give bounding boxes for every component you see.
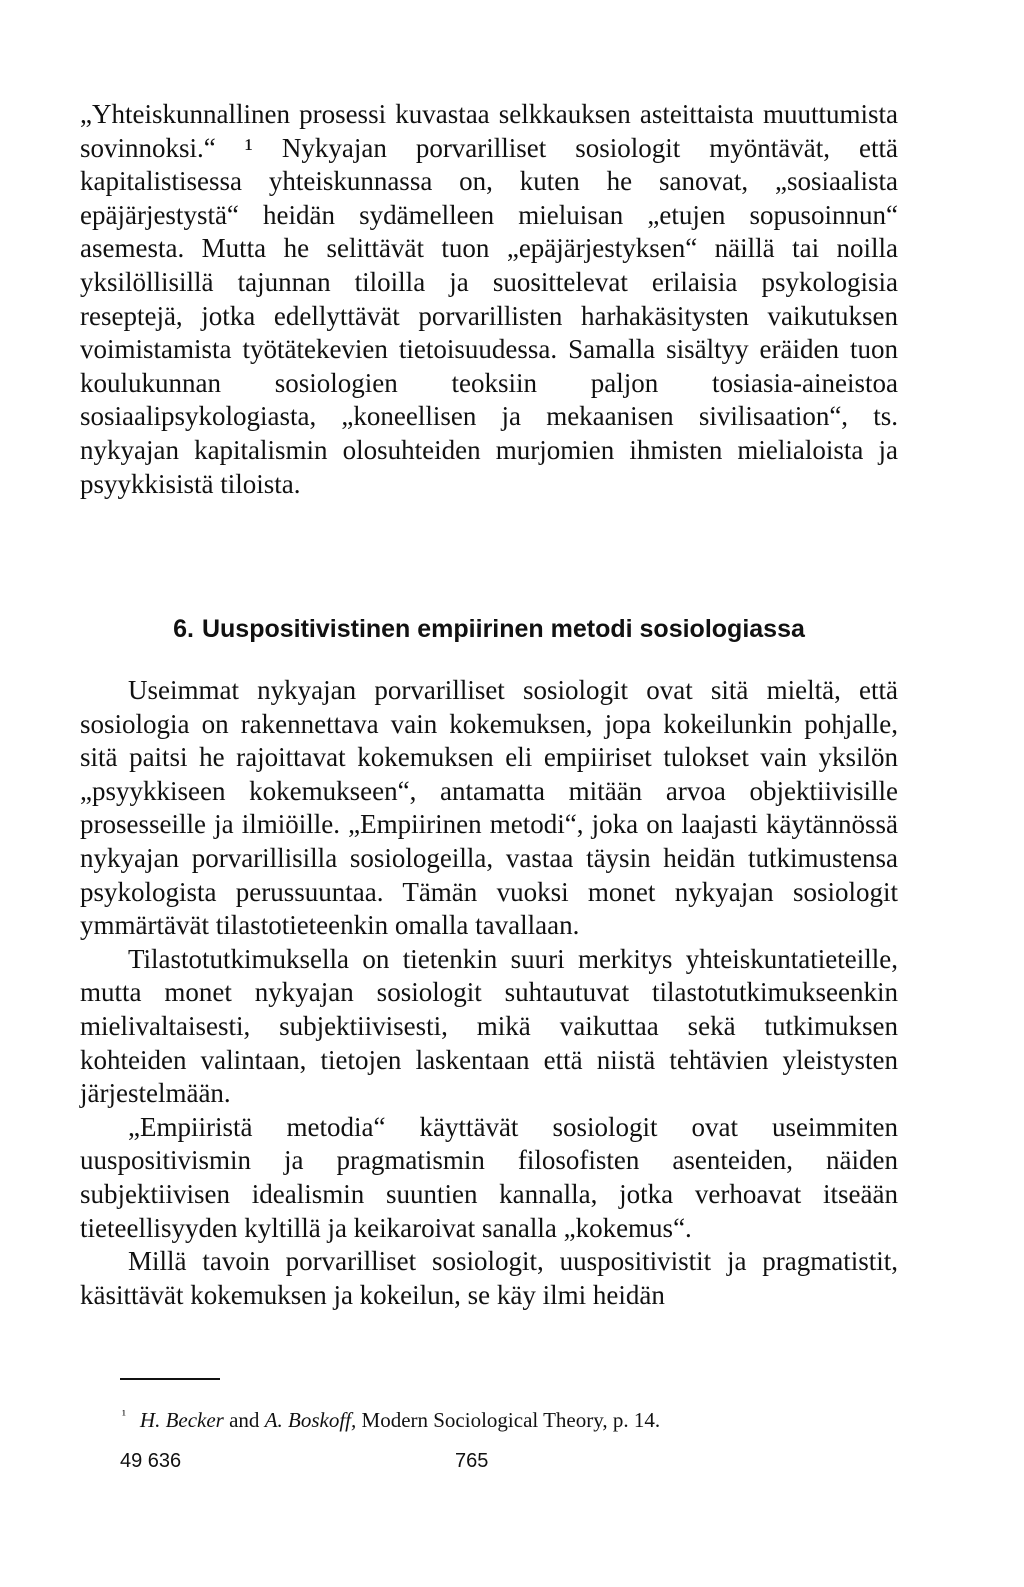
intro-paragraph-block [80, 98, 898, 501]
body-paragraph: Tilastotutkimuksella on tietenkin suuri merkitys yhteiskuntatieteille, mutta monet nykyajan sosiologit suhtautuvat tilastotutkimukseenkin mielivaltaisesti, subjektiivisesti, mikä vaikuttaa sekä tutkimuksen kohteiden valintaan, tietojen laskentaan että niistä tehtävien yleistysten järjestelmään. [80, 943, 898, 1109]
intro-paragraph: „Yhteiskunnallinen prosessi kuvastaa selkkauksen asteittaista muuttumista sovinnoksi.“ ¹ Nykyajan porvarilliset sosiologit myöntävät, että kapitalistisessa yhteiskunnassa on, kuten he sanovat, „sosiaalista epäjärjestystä“ heidän sydämelleen mieluisan „etujen sopusoinnun“ asemesta. Mutta he selittävät tuon „epäjärjestyksen“ näillä tai noilla yksilöllisillä tajunnan tiloilla ja suosittelevat erilaisia psykologisia reseptejä, jotka edellyttävät porvarillisten harhakäsitysten vaikutuksen voimistamista työtätekevien tietoisuudessa. Samalla sisältyy eräiden tuon koulukunnan sosiologien teoksiin paljon tosiasia-aineistoa sosiaalipsykologiasta, „koneellisen ja mekaanisen sivilisaation“, ts. nykyajan kapitalismin olosuhteiden murjomien ihmisten mielialoista ja psyykkisistä tiloista. [80, 99, 898, 499]
footnote-citation: Modern Sociological Theory, p. 14. [361, 1408, 661, 1432]
footnote-mark: ¹ [122, 1407, 126, 1422]
body-paragraph: Millä tavoin porvarilliset sosiologit, uuspositivistit ja pragmatistit, käsittävät kokemuksen ja kokeilun, se käy ilmi heidän [80, 1246, 898, 1310]
page-number: 765 [455, 1450, 489, 1472]
section-number: 6. [173, 615, 194, 643]
body-paragraph: „Empiiristä metodia“ käyttävät sosiologit ovat useimmiten uuspositivismin ja pragmatismin filosofisten asenteiden, näiden subjektiivisen idealismin suuntien kannalla, jotka verhoavat itseään tieteellisyyden kyltillä ja keikaroivat sanalla „kokemus“. [80, 1111, 898, 1243]
printer-signature: 49 636 [120, 1450, 182, 1472]
section-title: Uuspositivistinen empiirinen metodi sosiologiassa [201, 615, 805, 643]
footnote-conjunction: and [229, 1408, 260, 1432]
section-heading [80, 612, 898, 646]
footnote-author-1: H. Becker [139, 1408, 224, 1432]
footnote-divider [120, 1378, 220, 1380]
footnote-author-2: A. Boskoff, [264, 1408, 357, 1432]
footnote [122, 1402, 902, 1433]
section-body [80, 674, 898, 1312]
body-paragraph: Useimmat nykyajan porvarilliset sosiologit ovat sitä mieltä, että sosiologia on rakennettava vain kokemuksen, jopa kokeilunkin pohjalle, sitä paitsi he rajoittavat kokemuksen eli empiiriset tulokset vain yksilön „psyykkiseen kokemukseen“, antamatta mitään arvoa objektiivisille prosesseille ja ilmiöille. „Empiirinen metodi“, joka on laajasti käytännössä nykyajan porvarillisilla sosiologeilla, vastaa täysin heidän tutkimustensa psykologista perussuuntaa. Tämän vuoksi monet nykyajan sosiologit ymmärtävät tilastotieteenkin omalla tavallaan. [80, 675, 898, 941]
